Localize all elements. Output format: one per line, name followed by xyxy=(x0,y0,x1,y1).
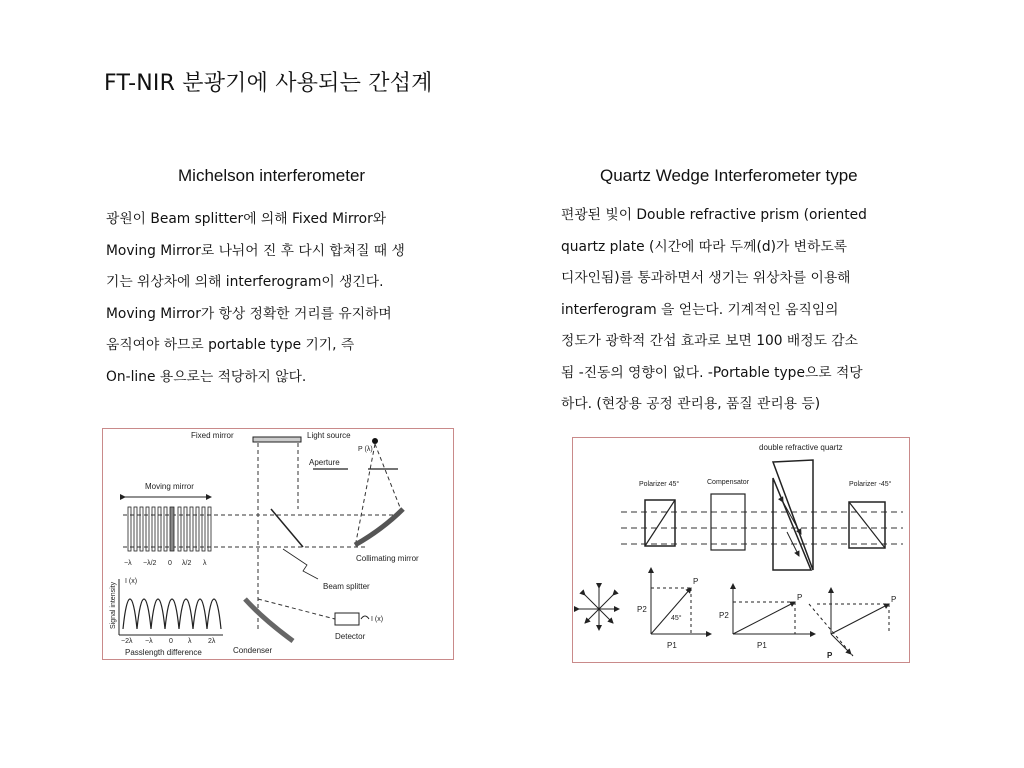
quartz-line: 하다. (현장용 공정 관리용, 품질 관리용 등) xyxy=(561,396,821,412)
top-tick-label: λ/2 xyxy=(182,560,192,567)
p-label-1: P xyxy=(693,577,699,586)
p2-label-2: P2 xyxy=(719,611,729,620)
double-refractive-label: double refractive quartz xyxy=(759,443,843,452)
aperture-label: Aperture xyxy=(309,458,340,467)
quartz-line: 디자인됨)를 통과하면서 생기는 위상차를 이용해 xyxy=(561,270,851,286)
quartz-line: 정도가 광학적 간섭 효과로 보면 100 배정도 감소 xyxy=(561,333,858,349)
quartz-line: 됨 -진동의 영향이 없다. -Portable type으로 적당 xyxy=(561,364,863,381)
michelson-line: 움직여야 하므로 portable type 기기, 즉 xyxy=(106,337,355,353)
top-tick-label: 0 xyxy=(168,560,172,567)
condenser-shape xyxy=(245,599,293,641)
detector-ix-label: I (x) xyxy=(371,616,384,623)
angle-45-label: 45° xyxy=(671,615,682,622)
light-source-label: Light source xyxy=(307,431,351,440)
beam-splitter-label: Beam splitter xyxy=(323,582,370,591)
detector-label: Detector xyxy=(335,632,366,641)
michelson-diagram-svg xyxy=(103,429,453,659)
wedge-prism-lower xyxy=(773,478,811,570)
p2-label-1: P2 xyxy=(637,605,647,614)
quartz-wedge-diagram-svg xyxy=(573,438,909,662)
quartz-line: 편광된 빛이 Double refractive prism (oriented xyxy=(561,207,867,223)
michelson-line: On-line 용으로는 적당하지 않다. xyxy=(106,368,307,385)
fixed-mirror-shape xyxy=(253,437,301,442)
michelson-line: 기는 위상차에 의해 interferogram이 생긴다. xyxy=(106,274,384,290)
light-source-dot xyxy=(372,438,378,444)
polarization-star-icon xyxy=(579,588,619,630)
bottom-tick-label: −λ xyxy=(145,638,153,645)
p-label-4: P xyxy=(827,651,833,660)
p-label-2: P xyxy=(797,593,803,602)
fixed-mirror-label: Fixed mirror xyxy=(191,431,234,440)
interferogram-curve xyxy=(123,599,221,629)
compensator-label: Compensator xyxy=(707,479,750,486)
top-tick-label: −λ xyxy=(124,560,132,567)
detector-shape xyxy=(335,613,359,625)
collimating-mirror-label: Collimating mirror xyxy=(356,554,419,563)
wedge-prism-upper xyxy=(773,460,813,570)
quartz-line: quartz plate (시간에 따라 두께(d)가 변하도록 xyxy=(561,238,847,255)
bottom-tick-label: 0 xyxy=(169,638,173,645)
ix-plot-label: I (x) xyxy=(125,578,138,585)
michelson-line: Moving Mirror로 나뉘어 진 후 다시 합쳐질 때 생 xyxy=(106,242,405,259)
polarizer-45-label: Polarizer 45° xyxy=(639,481,680,488)
quartz-wedge-diagram xyxy=(572,437,910,663)
slide-title: FT-NIR 분광기에 사용되는 간섭계 xyxy=(104,71,433,96)
michelson-description xyxy=(106,204,405,393)
michelson-line: 광원이 Beam splitter에 의해 Fixed Mirror와 xyxy=(106,211,387,227)
p-lambda-label: P (λ) xyxy=(358,446,373,453)
michelson-line: Moving Mirror가 항상 정확한 거리를 유지하며 xyxy=(106,305,392,322)
bottom-tick-label: −2λ xyxy=(121,638,133,645)
signal-intensity-label: Signal intensity xyxy=(110,581,117,629)
michelson-heading: Michelson interferometer xyxy=(178,166,366,185)
polarizer-neg45-label: Polarizer -45° xyxy=(849,481,892,488)
pathlength-label: Passlength difference xyxy=(125,648,202,657)
p1-label-2: P1 xyxy=(757,641,767,650)
top-tick-label: λ xyxy=(203,560,207,567)
condenser-label: Condenser xyxy=(233,646,273,655)
top-tick-label: −λ/2 xyxy=(143,560,157,567)
michelson-diagram xyxy=(102,428,454,660)
quartz-wedge-heading: Quartz Wedge Interferometer type xyxy=(600,166,858,185)
quartz-wedge-description xyxy=(561,200,867,421)
quartz-line: interferogram 을 얻는다. 기계적인 움직임의 xyxy=(561,301,839,318)
bottom-tick-label: λ xyxy=(188,638,192,645)
moving-mirror-label: Moving mirror xyxy=(145,482,194,491)
collimating-mirror-shape xyxy=(355,509,403,545)
compensator-shape xyxy=(711,494,745,550)
p1-label-1: P1 xyxy=(667,641,677,650)
p-label-3: P xyxy=(891,595,897,604)
bottom-tick-label: 2λ xyxy=(208,638,216,645)
